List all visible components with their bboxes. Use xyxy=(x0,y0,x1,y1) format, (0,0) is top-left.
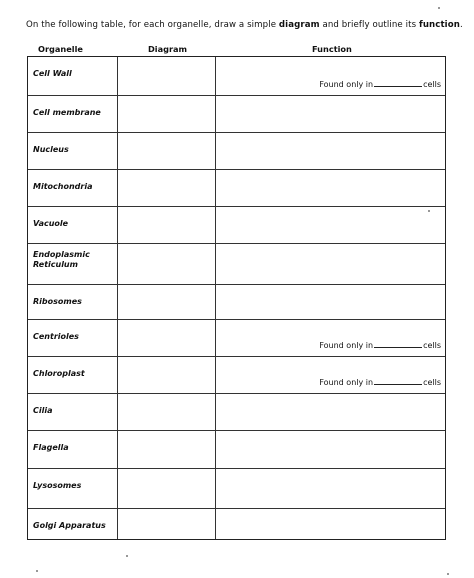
table-row xyxy=(28,96,445,133)
table-row xyxy=(28,57,445,96)
table-row xyxy=(28,357,445,394)
function-cell[interactable] xyxy=(216,469,445,508)
note-prefix: Found only in xyxy=(319,80,374,89)
function-cell[interactable] xyxy=(216,96,445,132)
found-only-note xyxy=(319,377,441,387)
table-row xyxy=(28,509,445,549)
function-cell[interactable] xyxy=(216,285,445,319)
table-row xyxy=(28,207,445,244)
scan-speck xyxy=(447,573,449,575)
instructions xyxy=(26,20,466,30)
diagram-cell[interactable] xyxy=(118,469,215,508)
column-header-function: Function xyxy=(312,44,352,54)
scan-speck xyxy=(438,7,440,9)
note-prefix: Found only in xyxy=(319,341,374,350)
diagram-cell[interactable] xyxy=(118,320,215,356)
organelle-name: Ribosomes xyxy=(33,297,82,306)
function-cell[interactable] xyxy=(216,244,445,284)
function-cell[interactable] xyxy=(216,431,445,468)
note-suffix: cells xyxy=(423,341,441,350)
function-cell[interactable] xyxy=(216,320,445,356)
function-cell[interactable] xyxy=(216,357,445,393)
table-row xyxy=(28,133,445,170)
organelle-name: Lysosomes xyxy=(33,481,82,490)
column-header-organelle: Organelle xyxy=(38,44,83,54)
table-row xyxy=(28,431,445,469)
table-row xyxy=(28,394,445,431)
instructions-bold-diagram: diagram xyxy=(278,20,320,30)
fill-in-blank[interactable] xyxy=(374,340,422,348)
organelle-table xyxy=(27,56,446,540)
instructions-text: . xyxy=(459,20,463,30)
organelle-name: Chloroplast xyxy=(33,369,85,378)
function-cell[interactable] xyxy=(216,509,445,549)
instructions-text: On the following table, for each organelle, draw a simple xyxy=(26,20,279,30)
found-only-note xyxy=(319,340,441,350)
function-cell[interactable] xyxy=(216,133,445,169)
organelle-name: Vacuole xyxy=(33,219,69,228)
diagram-cell[interactable] xyxy=(118,394,215,430)
note-suffix: cells xyxy=(423,80,441,89)
found-only-note xyxy=(319,79,441,89)
scan-speck xyxy=(428,210,430,212)
instructions-bold-function: function xyxy=(418,20,460,30)
table-row xyxy=(28,320,445,357)
table-row xyxy=(28,469,445,509)
function-cell[interactable] xyxy=(216,207,445,243)
diagram-cell[interactable] xyxy=(118,96,215,132)
diagram-cell[interactable] xyxy=(118,244,215,284)
scan-speck xyxy=(36,570,38,572)
diagram-cell[interactable] xyxy=(118,133,215,169)
organelle-name: Cilia xyxy=(33,406,53,415)
fill-in-blank[interactable] xyxy=(374,79,422,87)
organelle-name: Nucleus xyxy=(33,145,69,154)
function-cell[interactable] xyxy=(216,57,445,95)
note-suffix: cells xyxy=(423,378,441,387)
diagram-cell[interactable] xyxy=(118,170,215,206)
organelle-name: Golgi Apparatus xyxy=(33,521,106,530)
diagram-cell[interactable] xyxy=(118,509,215,549)
organelle-name: Cell Wall xyxy=(33,69,72,78)
organelle-name: Mitochondria xyxy=(33,182,93,191)
table-row xyxy=(28,244,445,285)
table-row xyxy=(28,285,445,320)
organelle-name: Flagella xyxy=(33,443,69,452)
scan-speck xyxy=(126,555,128,557)
organelle-name: Endoplasmic Reticulum xyxy=(33,250,90,269)
column-header-diagram: Diagram xyxy=(148,44,188,54)
diagram-cell[interactable] xyxy=(118,357,215,393)
diagram-cell[interactable] xyxy=(118,431,215,468)
fill-in-blank[interactable] xyxy=(374,377,422,385)
note-prefix: Found only in xyxy=(319,378,374,387)
organelle-name: Cell membrane xyxy=(33,108,101,117)
function-cell[interactable] xyxy=(216,394,445,430)
diagram-cell[interactable] xyxy=(118,207,215,243)
function-cell[interactable] xyxy=(216,170,445,206)
diagram-cell[interactable] xyxy=(118,57,215,95)
instructions-text: and briefly outline its xyxy=(319,20,419,30)
organelle-name: Centrioles xyxy=(33,332,79,341)
diagram-cell[interactable] xyxy=(118,285,215,319)
table-row xyxy=(28,170,445,207)
